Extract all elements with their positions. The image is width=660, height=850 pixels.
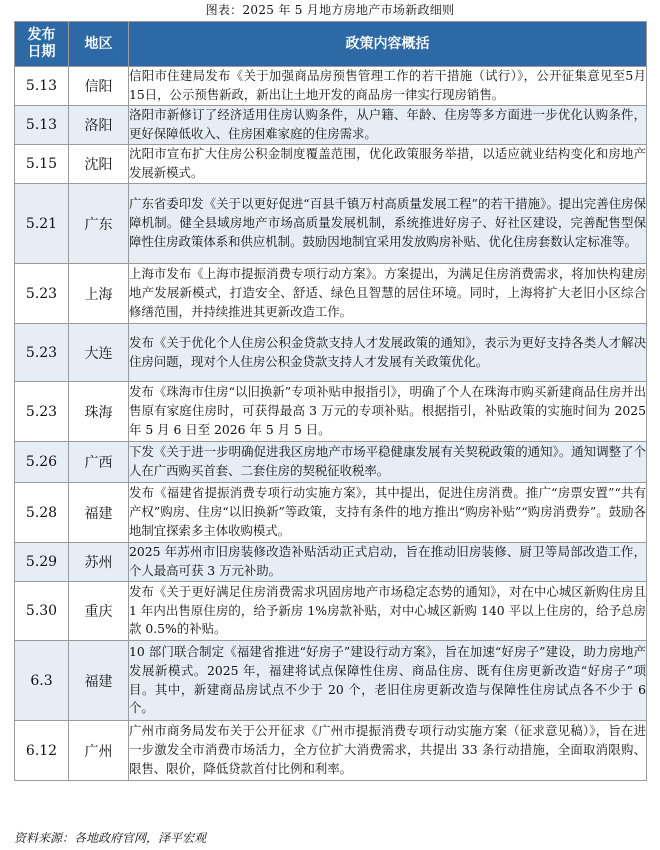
row-region: 苏州 [69, 543, 129, 582]
row-region: 珠海 [69, 382, 129, 442]
row-date: 5.23 [15, 324, 69, 382]
row-region: 广州 [69, 721, 129, 781]
row-date: 5.13 [15, 106, 69, 145]
row-content: 信阳市住建局发布《关于加强商品房预售管理工作的若干措施（试行）》，公开征集意见至5月15日，公示预售新政，新出让土地开发的商品房一律实行现房销售。 [129, 67, 647, 106]
row-date: 5.21 [15, 184, 69, 264]
row-region: 洛阳 [69, 106, 129, 145]
table-row [15, 483, 647, 543]
row-date: 5.28 [15, 483, 69, 543]
table-row [15, 442, 647, 483]
table-row [15, 145, 647, 184]
table-row [15, 264, 647, 324]
table-header-row [15, 22, 647, 67]
row-region: 福建 [69, 641, 129, 721]
header-region: 地区 [69, 22, 129, 67]
row-region: 重庆 [69, 582, 129, 641]
table-row [15, 324, 647, 382]
row-date: 5.15 [15, 145, 69, 184]
row-date: 5.29 [15, 543, 69, 582]
row-region: 广东 [69, 184, 129, 264]
row-date: 6.12 [15, 721, 69, 781]
row-date: 5.23 [15, 382, 69, 442]
row-content: 2025 年苏州市旧房装修改造补贴活动正式启动，旨在推动旧房装修、厨卫等局部改造工作，个人最高可获 3 万元补助。 [129, 543, 647, 582]
row-content: 广东省委印发《关于以更好促进“百县千镇万村高质量发展工程”的若干措施》。提出完善住房保障机制。健全县域房地产市场高质量发展机制，系统推进好房子、好社区建设，完善配售型保障性住房政策体系和供应机制。鼓励因地制宜采用发放购房补贴、优化住房套数认定标准等。 [129, 184, 647, 264]
row-content: 洛阳市新修订了经济适用住房认购条件，从户籍、年龄、住房等多方面进一步优化认购条件，更好保障低收入、住房困难家庭的住房需求。 [129, 106, 647, 145]
row-region: 福建 [69, 483, 129, 543]
row-date: 5.23 [15, 264, 69, 324]
table-caption: 图表：2025 年 5 月地方房地产市场新政细则 [205, 3, 455, 17]
row-content: 发布《福建省提振消费专项行动实施方案》，其中提出，促进住房消费。推广“房票安置”“共有产权”购房、住房“以旧换新”等政策，支持有条件的地方推出“购房补贴”“购房消费券”。鼓励各地制宜探索多主体收购模式。 [129, 483, 647, 543]
table-row [15, 721, 647, 781]
row-content: 下发《关于进一步明确促进我区房地产市场平稳健康发展有关契税政策的通知》。通知调整了个人在广西购买首套、二套住房的契税征收税率。 [129, 442, 647, 483]
source-note: 资料来源：各地政府官网，泽平宏观 [14, 831, 207, 845]
row-date: 5.26 [15, 442, 69, 483]
row-region: 信阳 [69, 67, 129, 106]
row-region: 大连 [69, 324, 129, 382]
row-content: 发布《珠海市住房“以旧换新”专项补贴申报指引》，明确了个人在珠海市购买新建商品住房并出售原有家庭住房时，可获得最高 3 万元的专项补贴。根据指引，补贴政策的实施时间为 2025 年 5 月 6 日至 2026 年 5 月 5 日。 [129, 382, 647, 442]
table-row [15, 67, 647, 106]
table-row [15, 582, 647, 641]
policy-table [14, 21, 647, 781]
table-row [15, 106, 647, 145]
table-row [15, 543, 647, 582]
header-date [15, 22, 69, 67]
header-content: 政策内容概括 [129, 22, 647, 67]
row-date: 6.3 [15, 641, 69, 721]
row-content: 10 部门联合制定《福建省推进“好房子”建设行动方案》，旨在加速“好房子”建设，助力房地产发展新模式。2025 年，福建将试点保障性住房、商品住房、既有住房更新改造“好房子”项目。其中，新建商品房试点不少于 20 个，老旧住房更新改造与保障性住房试点各不少于 6 个。 [129, 641, 647, 721]
table-row [15, 184, 647, 264]
table-row [15, 382, 647, 442]
row-region: 广西 [69, 442, 129, 483]
row-region: 沈阳 [69, 145, 129, 184]
row-date: 5.30 [15, 582, 69, 641]
row-content: 上海市发布《上海市提振消费专项行动方案》。方案提出，为满足住房消费需求，将加快构建房地产发展新模式，打造安全、舒适、绿色且智慧的居住环境。同时，上海将扩大老旧小区综合修缮范围，并持续推进其更新改造工作。 [129, 264, 647, 324]
row-content: 发布《关于更好满足住房消费需求巩固房地产市场稳定态势的通知》，对在中心城区新购住房且 1 年内出售原住房的，给予新房 1%房款补贴，对中心城区新购 140 平以上住房的，给予总房款 0.5%的补贴。 [129, 582, 647, 641]
row-content: 沈阳市宣布扩大住房公积金制度覆盖范围，优化政策服务举措，以适应就业结构变化和房地产发展新模式。 [129, 145, 647, 184]
table-row [15, 641, 647, 721]
header-date-label: 发布日期 [27, 27, 56, 60]
row-content: 发布《关于优化个人住房公积金贷款支持人才发展政策的通知》，表示为更好支持各类人才解决住房问题，现对个人住房公积金贷款支持人才发展有关政策优化。 [129, 324, 647, 382]
row-content: 广州市商务局发布关于公开征求《广州市提振消费专项行动实施方案（征求意见稿）》，旨在进一步激发全市消费市场活力，全方位扩大消费需求，共提出 33 条行动措施，全面取消限购、限售、限价，降低贷款首付比例和利率。 [129, 721, 647, 781]
row-date: 5.13 [15, 67, 69, 106]
row-region: 上海 [69, 264, 129, 324]
